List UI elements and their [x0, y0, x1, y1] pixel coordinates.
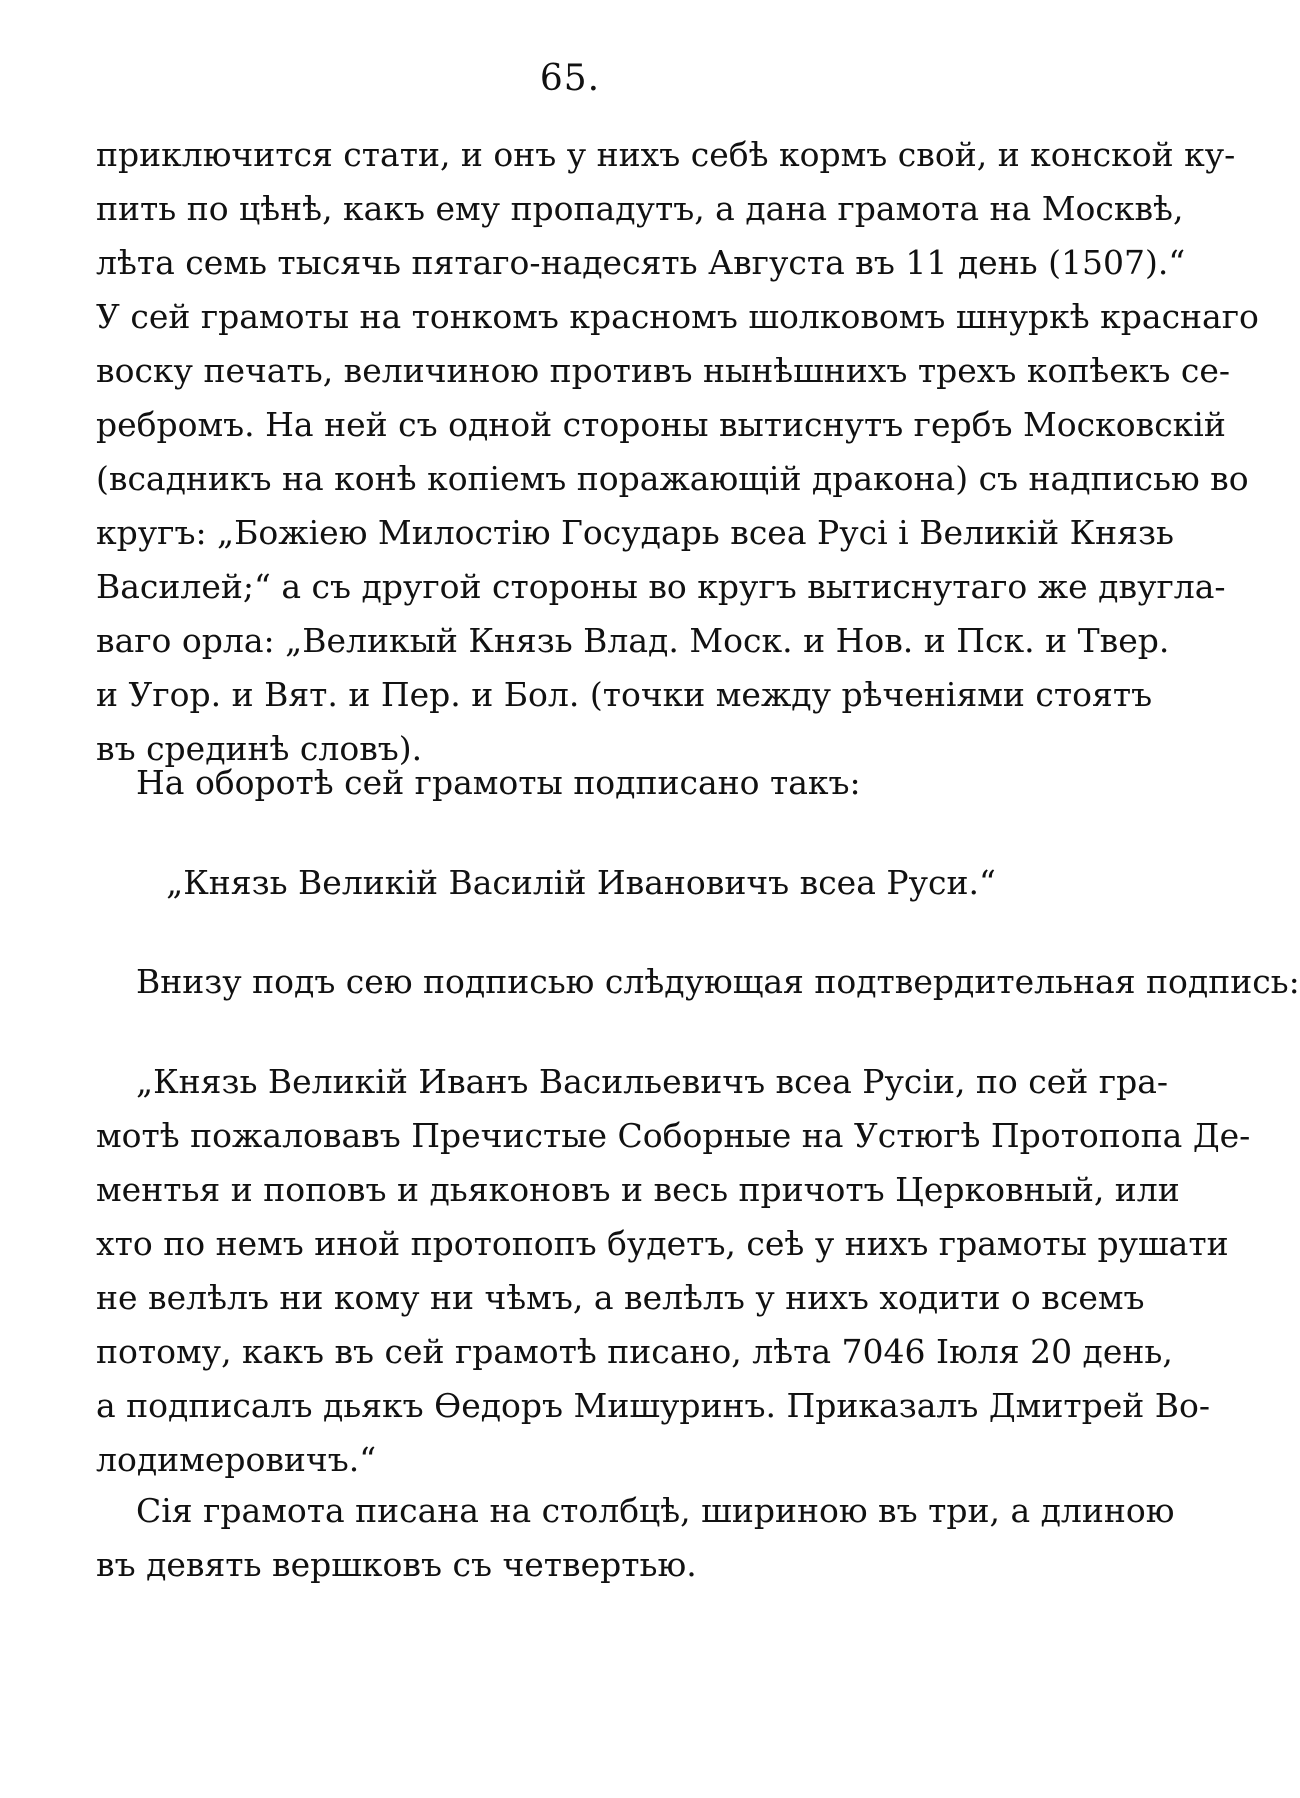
text-line: воску печать, величиною противъ нынѣшнихъ трехъ копѣекъ се-	[96, 351, 1231, 390]
text-line: ваго орла: „Великый Князь Влад. Моск. и Нов. и Пск. и Твер.	[96, 621, 1170, 660]
text-line: Внизу подъ сею подписью слѣдующая подтвердительная подпись:	[136, 962, 1300, 1001]
text-line: хто по немъ иной протопопъ будетъ, сеѣ у нихъ грамоты рушати	[96, 1224, 1229, 1263]
text-line: „Князь Великій Иванъ Васильевичъ всеа Русіи, по сей гра-	[136, 1062, 1169, 1101]
paragraph-charter-dimensions	[96, 1484, 1175, 1592]
text-line: ребромъ. На ней съ одной стороны вытиснутъ гербъ Московскій	[96, 405, 1226, 444]
text-line: и Угор. и Вят. и Пер. и Бол. (точки между рѣченіями стоятъ	[96, 675, 1153, 714]
text-line: ментья и поповъ и дьяконовъ и весь причотъ Церковный, или	[96, 1170, 1180, 1209]
text-line: Сія грамота писана на столбцѣ, шириною въ три, а длиною	[136, 1491, 1175, 1530]
text-line: приключится стати, и онъ у нихъ себѣ кормъ свой, и конской ку-	[96, 135, 1236, 174]
text-line: На оборотѣ сей грамоты подписано такъ:	[136, 763, 861, 802]
text-line: въ девять вершковъ съ четвертью.	[96, 1545, 697, 1584]
text-line: лодимеровичъ.“	[96, 1440, 377, 1479]
paragraph-reverse-note	[96, 756, 1066, 810]
text-line: потому, какъ въ сей грамотѣ писано, лѣта 7046 Іюля 20 день,	[96, 1332, 1173, 1371]
text-line: мотѣ пожаловавъ Пречистые Соборные на Устюгѣ Протопопа Де-	[96, 1116, 1251, 1155]
paragraph-confirmation-intro	[96, 955, 1300, 1009]
text-line: кругъ: „Божіею Милостію Государь всеа Русі і Великій Князь	[96, 513, 1174, 552]
text-line: не велѣлъ ни кому ни чѣмъ, а велѣлъ у нихъ ходити о всемъ	[96, 1278, 1145, 1317]
text-line: Василей;“ а съ другой стороны во кругъ вытиснутаго же двугла-	[96, 567, 1226, 606]
text-line: пить по цѣнѣ, какъ ему пропадутъ, а дана грамота на Москвѣ,	[96, 189, 1184, 228]
text-line: (всадникъ на конѣ копіемъ поражающій дракона) съ надписью во	[96, 459, 1249, 498]
text-line: въ срединѣ словъ).	[96, 729, 423, 768]
text-line: У сей грамоты на тонкомъ красномъ шолковомъ шнуркѣ краснаго	[96, 297, 1259, 336]
paragraph-charter-text	[96, 128, 1259, 776]
page-number: 65.	[539, 58, 601, 99]
text-line: лѣта семь тысячь пятаго-надесять Августа въ 11 день (1507).“	[96, 243, 1186, 282]
paragraph-confirmation-signature	[96, 1055, 1251, 1487]
signature-grand-prince-vasily: „Князь Великій Василій Ивановичъ всеа Руси.“	[166, 863, 996, 902]
text-line: а подписалъ дьякъ Ѳедоръ Мишуринъ. Приказалъ Дмитрей Во-	[96, 1386, 1210, 1425]
